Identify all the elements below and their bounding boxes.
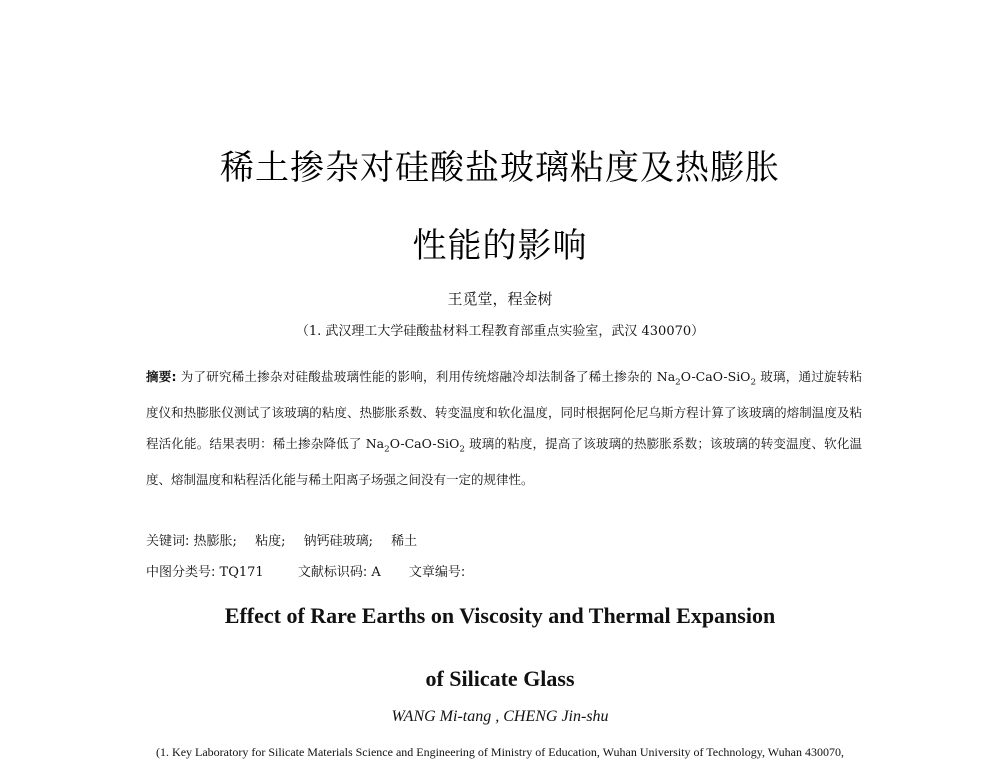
abstract-sub-1: 2 xyxy=(675,377,681,388)
classification-line xyxy=(146,561,465,580)
abstract-sub-4: 2 xyxy=(459,444,465,454)
clc-value: TQ171 xyxy=(219,565,264,580)
chinese-authors: 王觅堂，程金树 xyxy=(447,290,553,308)
keywords-label: 关键词: xyxy=(146,534,190,549)
abstract-sub-2: 2 xyxy=(750,377,757,388)
keyword-item: 热膨胀; xyxy=(193,534,237,549)
chinese-title-line-2: 性能的影响 xyxy=(412,226,588,266)
abstract-label: 摘要: xyxy=(146,369,177,384)
clc-label: 中图分类号: xyxy=(146,565,216,580)
keyword-item: 钠钙硅玻璃; xyxy=(303,534,373,549)
abstract-text-2: O-CaO-SiO xyxy=(680,369,751,384)
english-authors: WANG Mi-tang , CHENG Jin-shu xyxy=(391,708,609,725)
chinese-title-line-1: 稀土掺杂对硅酸盐玻璃粘度及热膨胀 xyxy=(220,148,780,188)
document-code-label: 文献标识码: xyxy=(297,565,368,580)
chinese-affiliation: （1. 武汉理工大学硅酸盐材料工程教育部重点实验室，武汉 430070） xyxy=(295,324,705,339)
abstract-text-4: O-CaO-SiO xyxy=(389,435,460,451)
abstract-text-3: 玻璃，通过旋转粘度仪和热膨胀仪测试了该玻璃的粘度、热膨胀系数、转变温度和软化温度，同时根据阿伦尼乌斯方程计算了该玻璃的熔制温度及粘程活化能。结果表明：稀土掺杂降低了 Na xyxy=(146,369,862,451)
keywords-line xyxy=(146,530,417,549)
english-title-line-2: of Silicate Glass xyxy=(425,666,575,691)
article-number-label: 文章编号: xyxy=(408,565,466,580)
english-title-line-1: Effect of Rare Earths on Viscosity and Thermal Expansion xyxy=(224,603,776,628)
abstract-text-5: 玻璃的粘度，提高了该玻璃的热膨胀系数；该玻璃的转变温度、软化温度、熔制温度和粘程活化能与稀土阳离子场强之间没有一定的规律性。 xyxy=(146,435,862,487)
english-affiliation: (1. Key Laboratory for Silicate Materials Science and Engineering of Ministry of Education, Wuhan University of Technology, Wuhan 430070, xyxy=(156,745,844,759)
keyword-item: 稀土 xyxy=(391,534,418,549)
keyword-item: 粘度; xyxy=(255,534,286,549)
abstract-sub-3: 2 xyxy=(384,444,390,454)
chinese-abstract xyxy=(146,362,862,495)
abstract-text-1: 为了研究稀土掺杂对硅酸盐玻璃性能的影响，利用传统熔融冷却法制备了稀土掺杂的 Na xyxy=(180,369,676,384)
document-code-value: A xyxy=(371,565,381,580)
